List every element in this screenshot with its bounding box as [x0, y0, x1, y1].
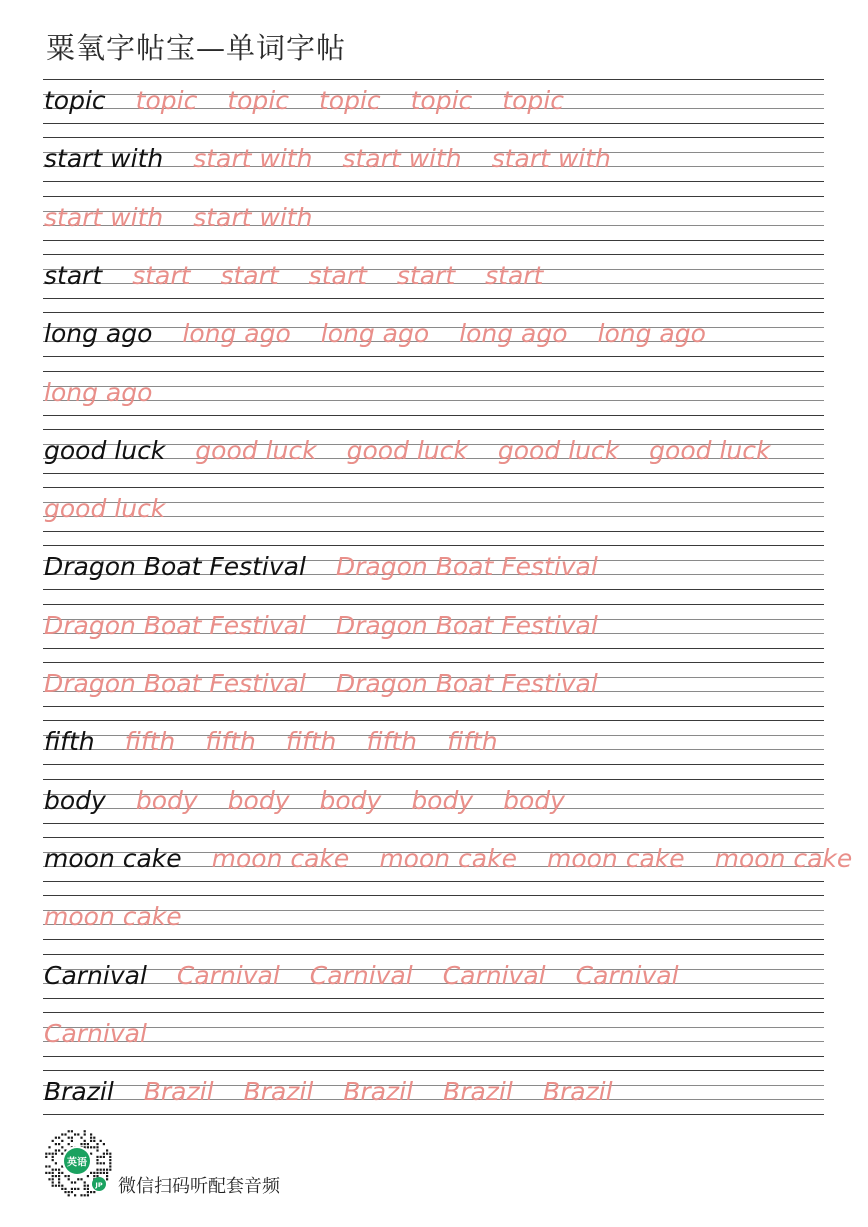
qr-small-badge: JP [95, 1181, 103, 1189]
writing-row [43, 895, 824, 940]
trace-word: start [220, 260, 279, 290]
trace-word: moon cake [379, 843, 517, 873]
trace-word: moon cake [44, 902, 182, 932]
guide-line [43, 356, 824, 357]
writing-row [43, 487, 824, 532]
trace-word: moon cake [714, 843, 853, 873]
trace-word: Dragon Boat Festival [335, 669, 598, 698]
writing-row [43, 1070, 824, 1115]
trace-word: topic [135, 86, 198, 115]
guide-line [43, 1056, 824, 1057]
guide-line [43, 1027, 824, 1028]
model-word: Brazil [44, 1077, 114, 1107]
trace-word: fifth [205, 727, 256, 757]
trace-word: start with [193, 144, 313, 174]
trace-word: Brazil [443, 1077, 513, 1107]
trace-word: topic [227, 86, 289, 115]
trace-word: long ago [320, 319, 430, 349]
guide-line [43, 1070, 824, 1071]
guide-line [43, 327, 824, 328]
guide-line [43, 415, 824, 416]
guide-line [43, 895, 824, 896]
guide-line [43, 881, 824, 882]
guide-line [43, 341, 824, 342]
guide-line [43, 589, 824, 590]
trace-word: Dragon Boat Festival [44, 669, 306, 698]
trace-word: body [411, 785, 474, 815]
trace-word: start [396, 260, 456, 290]
trace-word: start [308, 260, 367, 290]
writing-row [43, 79, 824, 124]
writing-row [43, 1012, 824, 1057]
writing-row [43, 779, 824, 824]
trace-word: start [485, 260, 544, 290]
writing-row [43, 371, 824, 416]
guide-line [43, 779, 824, 780]
guide-line [43, 473, 824, 474]
guide-line [43, 1114, 824, 1115]
trace-word: topic [318, 86, 381, 115]
trace-word: long ago [44, 377, 153, 407]
guide-line [43, 531, 824, 532]
trace-word: body [227, 785, 290, 815]
trace-word: good luck [195, 435, 317, 465]
trace-word: Dragon Boat Festival [335, 552, 598, 582]
guide-line [43, 196, 824, 197]
trace-word: Carnival [176, 960, 280, 990]
guide-line [43, 983, 824, 984]
guide-line [43, 240, 824, 241]
trace-word: Brazil [542, 1077, 613, 1107]
trace-word: start [132, 260, 191, 290]
guide-line [43, 298, 824, 299]
trace-word: Carnival [575, 960, 679, 990]
trace-word: good luck [44, 494, 166, 524]
guide-line [43, 662, 824, 663]
trace-word: body [319, 785, 382, 815]
qr-code-icon[interactable] [42, 1127, 112, 1197]
guide-line [43, 998, 824, 999]
guide-line [43, 706, 824, 707]
guide-line [43, 429, 824, 430]
trace-word: Dragon Boat Festival [335, 610, 598, 640]
guide-line [43, 312, 824, 313]
writing-row [43, 837, 853, 882]
trace-word: start with [44, 202, 164, 232]
trace-word: fifth [446, 727, 498, 757]
guide-line [43, 604, 824, 605]
page-title: 粟氧字帖宝—单词字帖 [46, 31, 347, 65]
trace-word: Carnival [44, 1018, 147, 1048]
writing-row [43, 545, 824, 590]
trace-word: long ago [182, 319, 291, 349]
model-word: topic [44, 86, 106, 115]
guide-line [43, 545, 824, 546]
trace-word: topic [502, 86, 564, 115]
guide-line [43, 386, 824, 387]
guide-line [43, 137, 824, 138]
trace-word: start with [491, 144, 611, 174]
guide-line [43, 837, 824, 838]
guide-line [43, 648, 824, 649]
trace-word: Carnival [309, 960, 413, 990]
guide-line [43, 254, 824, 255]
trace-word: body [503, 785, 565, 815]
trace-word: fifth [366, 727, 417, 757]
writing-row [43, 137, 824, 182]
guide-line [43, 939, 824, 940]
model-word: fifth [44, 727, 95, 757]
guide-line [43, 1041, 824, 1042]
writing-row [43, 662, 824, 707]
trace-word: Carnival [442, 960, 546, 990]
guide-line [43, 487, 824, 488]
trace-word: topic [410, 86, 473, 115]
model-word: start [44, 260, 103, 290]
writing-row [43, 954, 824, 999]
trace-word: Brazil [243, 1077, 314, 1107]
guide-line [43, 969, 824, 970]
guide-line [43, 823, 824, 824]
model-word: body [44, 785, 106, 815]
guide-line [43, 764, 824, 765]
guide-line [43, 400, 824, 401]
trace-word: start with [342, 144, 462, 174]
trace-word: moon cake [546, 843, 685, 873]
trace-word: body [135, 785, 198, 815]
trace-word: fifth [285, 727, 337, 757]
model-word: Carnival [44, 960, 147, 990]
trace-word: good luck [497, 435, 620, 465]
guide-line [43, 371, 824, 372]
model-word: good luck [44, 435, 166, 465]
writing-row [43, 312, 824, 357]
trace-word: long ago [597, 319, 706, 349]
guide-line [43, 123, 824, 124]
guide-line [43, 181, 824, 182]
trace-word: good luck [649, 435, 771, 465]
writing-row [43, 720, 824, 765]
guide-line [43, 1012, 824, 1013]
guide-line [43, 79, 824, 80]
trace-word: good luck [346, 435, 468, 465]
writing-row [43, 196, 824, 241]
trace-word: moon cake [211, 843, 350, 873]
model-word: long ago [44, 319, 153, 349]
writing-row [43, 254, 824, 299]
trace-word: Brazil [343, 1077, 414, 1107]
guide-line [43, 954, 824, 955]
writing-row-end [43, 1114, 824, 1116]
footer-caption: 微信扫码听配套音频 [118, 1176, 280, 1197]
writing-row [43, 604, 824, 649]
model-word: start with [44, 144, 164, 174]
guide-line [43, 720, 824, 721]
writing-row [43, 429, 824, 474]
qr-badge-label: 英语 [67, 1157, 87, 1169]
model-word: moon cake [44, 843, 182, 873]
trace-word: Brazil [143, 1077, 214, 1107]
trace-word: start with [193, 202, 313, 232]
model-word: Dragon Boat Festival [44, 552, 306, 582]
trace-word: fifth [124, 727, 176, 757]
trace-word: long ago [459, 319, 568, 349]
trace-word: Dragon Boat Festival [44, 610, 306, 640]
